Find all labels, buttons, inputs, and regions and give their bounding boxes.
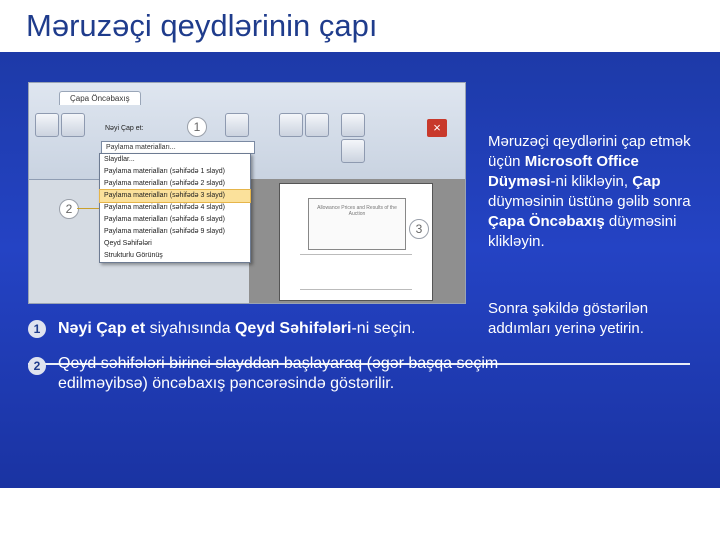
step-1 [58, 319, 578, 339]
print-what-label: Nəyi Çap et: [105, 125, 144, 132]
callout-arrow [77, 208, 99, 209]
instr-bold: Çap [632, 173, 661, 190]
instr-bold: Çapa Öncəbaxış [488, 213, 605, 230]
options-icon[interactable] [61, 113, 85, 137]
step-bold: Qeyd Səhifələri [234, 320, 352, 337]
callout-3: 3 [409, 219, 429, 239]
print-what-option[interactable]: Paylama materialları (səhifədə 9 slayd) [104, 228, 225, 235]
print-what-option[interactable]: Paylama materialları (səhifədə 2 slayd) [104, 180, 225, 187]
close-preview-icon[interactable]: × [427, 119, 447, 137]
print-what-option[interactable]: Paylama materialları (səhifədə 6 slayd) [104, 216, 225, 223]
print-what-option[interactable]: Slaydlar... [104, 156, 135, 163]
notes-page [279, 183, 433, 301]
next-page-icon[interactable] [341, 113, 365, 137]
preview-pane [249, 179, 465, 303]
instr-bold: Microsoft Office Düyməsi [488, 153, 639, 190]
slide-thumbnail: Allowance Prices and Results of the Auction [308, 198, 406, 250]
callout-1: 1 [187, 117, 207, 137]
print-preview-screenshot [28, 82, 466, 304]
callout-2: 2 [59, 199, 79, 219]
print-what-option[interactable]: Strukturlu Görünüş [104, 252, 163, 259]
instr-text: -ni klikləyin, [550, 173, 633, 190]
notes-area [300, 254, 412, 290]
print-icon[interactable] [35, 113, 59, 137]
step-bold: Nəyi Çap et [58, 320, 146, 337]
instr-text: düyməsini klikləyin. [488, 213, 677, 250]
page-setup-icon[interactable] [225, 113, 249, 137]
zoom-icon[interactable] [279, 113, 303, 137]
print-what-option[interactable]: Paylama materialları (səhifədə 1 slayd) [104, 168, 225, 175]
instruction-paragraph [488, 132, 693, 252]
print-what-option[interactable]: Qeyd Səhifələri [104, 240, 152, 247]
print-what-option[interactable]: Paylama materialları (səhifədə 4 slayd) [104, 204, 225, 211]
instruction-followup: Sonra şəkildə göstərilən addımları yerinə yetirin. [488, 300, 649, 337]
print-what-option[interactable]: Paylama materialları (səhifədə 3 slayd) [100, 190, 250, 202]
tab-print-preview[interactable]: Çapa Öncəbaxış [59, 91, 141, 105]
step-number-1: 1 [28, 320, 46, 338]
step-text: -ni seçin. [351, 320, 416, 337]
step-text: siyahısında [145, 320, 235, 337]
step-number-2: 2 [28, 357, 46, 375]
slide-body [0, 52, 720, 488]
page-title: Məruzəçi qeydlərinin çapı [26, 8, 378, 43]
previous-page-icon[interactable] [341, 139, 365, 163]
print-what-list [99, 153, 251, 263]
instr-text: düyməsinin üstünə gəlib sonra [488, 193, 691, 210]
step-2: Qeyd səhifələri birinci slayddan başlayaraq (əgər başqa seçim edilməyibsə) öncəbaxış pəncərəsində göstərilir. [58, 355, 499, 392]
fit-window-icon[interactable] [305, 113, 329, 137]
print-what-dropdown[interactable]: Paylama materialları... [101, 141, 255, 154]
instr-text: Məruzəçi qeydlərini çap etmək üçün [488, 133, 691, 170]
